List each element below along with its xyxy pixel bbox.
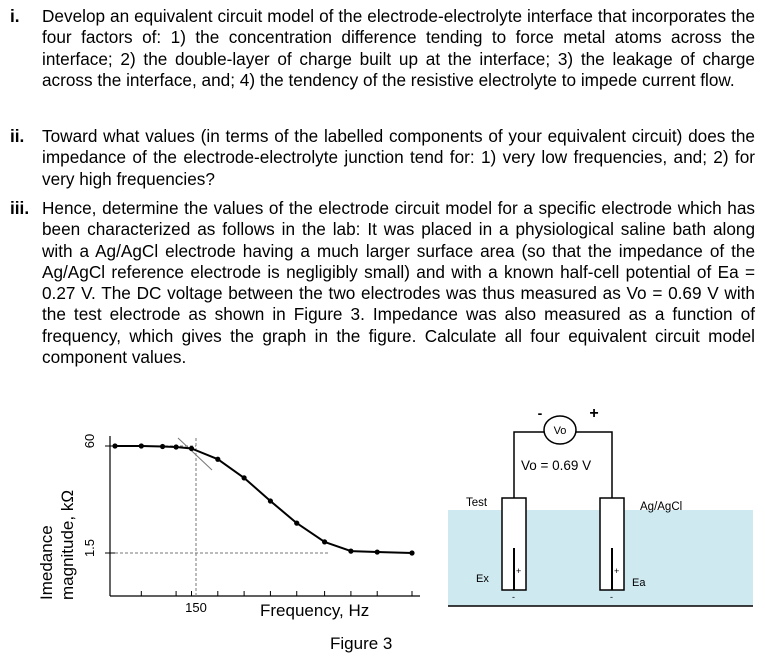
x-ticks [141,591,412,596]
test-electrode-plus: + [516,566,522,576]
question-1 [10,6,755,91]
data-point-1 [139,443,144,448]
series-line [115,446,412,553]
question-2 [10,126,755,190]
ea-label: Ea [632,577,646,589]
impedance-series [112,443,414,555]
data-point-7 [268,498,273,503]
question-2-text: Toward what values (in terms of the labelled components of your equivalent circuit) does the impedance of the electrode-electrolyte junction tend for: 1) very low frequencies, and; 2) for very high frequencies? [42,126,755,189]
y-tick-label-1.5: 1.5 [82,538,97,558]
question-1-text: Develop an equivalent circuit model of the electrode-electrolyte interface that incorporates the four factors of: 1) the concentration difference tending to force metal atoms across the interface; 2) the double-layer of charge built up at the interface; 3) the leakage of charge across the interface, and; 4) the tendency of the resistive electrolyte to impede current flow. [42,6,755,90]
data-point-9 [322,539,327,544]
question-3 [10,198,755,368]
vo-reading: Vo = 0.69 V [521,458,592,473]
voltmeter-label: Vo [553,425,567,437]
data-point-8 [294,521,299,526]
data-point-10 [348,549,353,554]
ref-label: Ag/AgCl [640,501,683,513]
meter-plus: + [589,405,599,422]
test-label: Test [466,497,488,509]
ex-label: Ex [476,573,489,585]
x-tick-label-150: 150 [185,600,207,615]
data-point-0 [112,443,117,448]
question-2-number: ii. [10,126,25,146]
question-1-number: i. [10,6,20,26]
data-point-6 [242,475,247,480]
data-point-12 [409,550,414,555]
y-tick-label-60: 60 [82,433,97,449]
figure-caption: Figure 3 [330,634,393,653]
data-point-2 [160,444,165,449]
data-point-5 [215,457,220,462]
data-point-4 [189,446,194,451]
ref-electrode-plus: + [614,566,620,576]
ref-electrode-minus: - [610,592,613,602]
figure-3 [0,400,765,658]
measurement-setup [448,405,753,606]
meter-minus: - [537,405,543,421]
y-axis-label-line-1: Imedance magnitude, kΩ [37,489,77,600]
impedance-chart [37,434,420,653]
question-3-text: Hence, determine the values of the electrode circuit model for a specific electrode which has been characterized as follows in the lab: It was placed in a physiological saline bath along with a Ag/AgCl electrode having a much larger surface area (so that the impedance of the Ag/AgCl reference electrode is negligibly small) and with a known half-cell potential of Ea = 0.27 V. The DC voltage between the two electrodes was thus measured as Vo = 0.69 V with the test electrode as shown in Figure 3. Impedance was also measured as a function of frequency, which gives the graph in the figure. Calculate all four equivalent circuit model component values. [42,198,755,368]
x-axis-label: Frequency, Hz [260,601,370,620]
test-electrode-minus: - [512,592,515,602]
data-point-3 [173,444,178,449]
question-3-number: iii. [10,198,30,218]
data-point-11 [375,549,380,554]
